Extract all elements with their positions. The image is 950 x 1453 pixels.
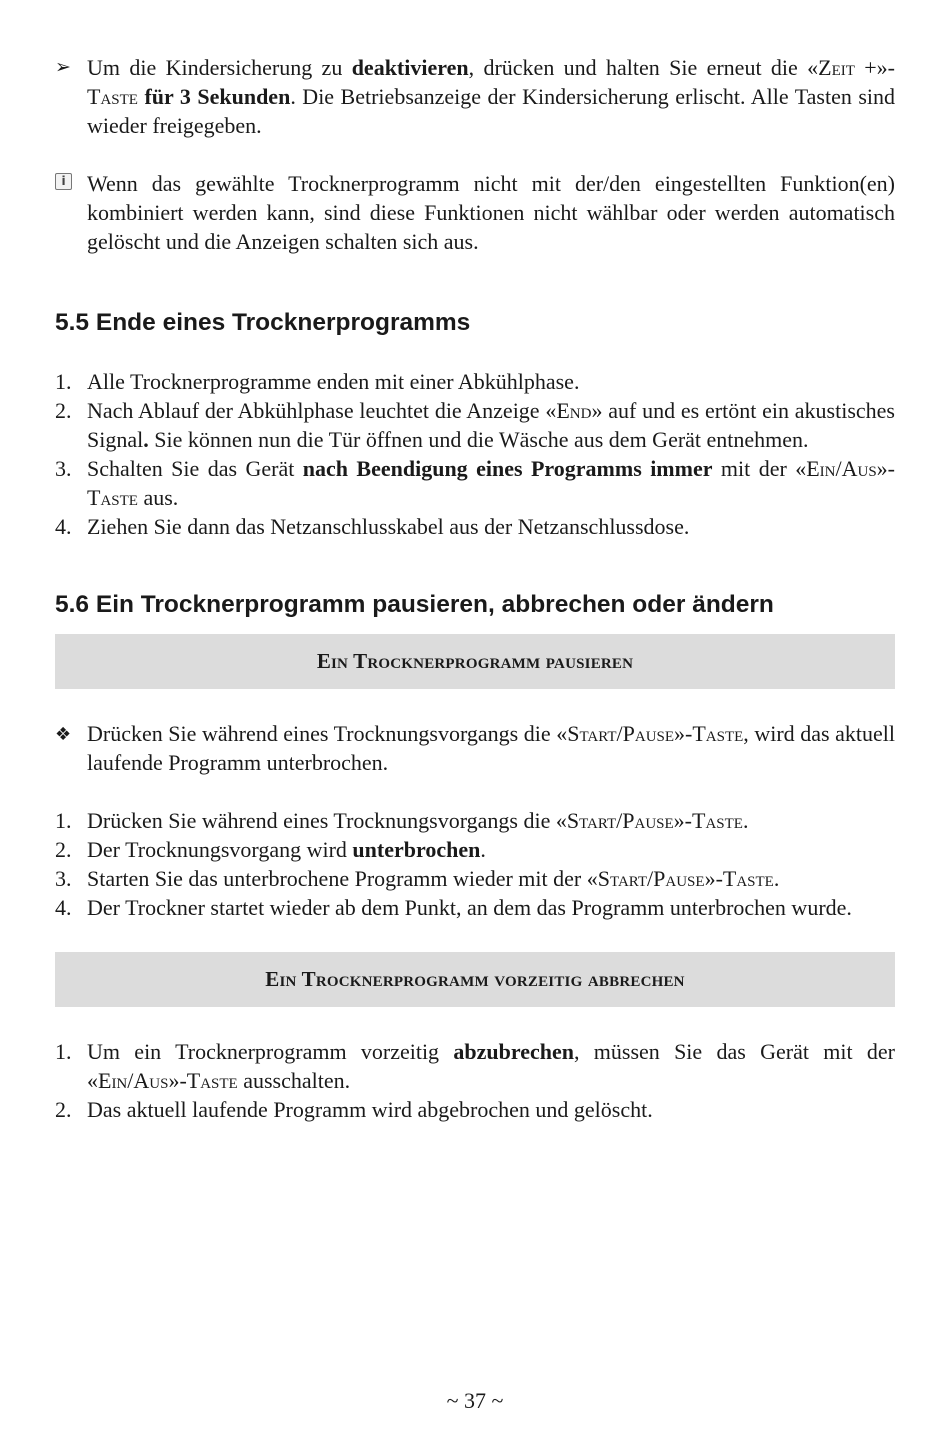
step-number: 4. bbox=[55, 514, 72, 539]
text-run: Der Trockner startet wieder ab dem Punkt, an dem das Programm unterbrochen wurde. bbox=[87, 895, 852, 920]
text-run: » auf und es ertönt ein akustisches Signal bbox=[87, 398, 895, 452]
key-name: Ein/Aus»-Taste bbox=[87, 456, 895, 510]
step-number: 2. bbox=[55, 837, 72, 862]
text-run: Starten Sie das unterbrochene Programm wieder mit der « bbox=[87, 866, 598, 891]
end-program-steps bbox=[55, 367, 895, 541]
list-item bbox=[55, 1095, 895, 1124]
text-run: Alle Trocknerprogramme enden mit einer Abkühlphase. bbox=[87, 369, 580, 394]
text-run: . bbox=[742, 808, 749, 833]
diamond-bullet-item bbox=[55, 719, 895, 777]
list-item bbox=[55, 454, 895, 512]
list-item bbox=[55, 396, 895, 454]
bold-run: . bbox=[143, 427, 149, 452]
list-item bbox=[55, 893, 895, 922]
step-number: 3. bbox=[55, 456, 72, 481]
list-item bbox=[55, 512, 895, 541]
text-run: Drücken Sie während eines Trocknungsvorgangs die « bbox=[87, 808, 567, 833]
text-run: , müssen Sie das Gerät mit der « bbox=[87, 1039, 895, 1093]
text-run: ausschalten. bbox=[237, 1068, 351, 1093]
text-run: mit der « bbox=[712, 456, 807, 481]
band-title: Ein Trocknerprogramm vorzeitig abbrechen bbox=[265, 967, 685, 991]
info-icon: i bbox=[55, 173, 72, 190]
step-number: 1. bbox=[55, 808, 72, 833]
manual-page bbox=[55, 53, 895, 1124]
text-run: Das aktuell laufende Programm wird abgebrochen und gelöscht. bbox=[87, 1097, 653, 1122]
text-run: . Die Betriebsanzeige der Kindersicherung erlischt. Alle Tasten sind wieder freigegeben. bbox=[87, 84, 896, 138]
step-number: 1. bbox=[55, 1039, 72, 1064]
step-number: 3. bbox=[55, 866, 72, 891]
text-run: . bbox=[773, 866, 780, 891]
bold-run: unterbrochen bbox=[352, 837, 481, 862]
text-run: Ziehen Sie dann das Netzanschlusskabel aus der Netzanschlussdose. bbox=[87, 514, 690, 539]
bold-run: abzubrechen bbox=[453, 1039, 574, 1064]
section-heading-5-5: 5.5 Ende eines Trocknerprogramms bbox=[55, 309, 471, 336]
key-name: Zeit +»-Taste bbox=[87, 55, 896, 109]
step-number: 2. bbox=[55, 398, 72, 423]
list-item bbox=[55, 1037, 895, 1095]
four-diamond-bullet-icon: ❖ bbox=[55, 724, 72, 745]
band-title: Ein Trocknerprogramm pausieren bbox=[316, 649, 634, 673]
list-item bbox=[55, 806, 895, 835]
text-run: aus. bbox=[137, 485, 179, 510]
text-run: Drücken Sie während eines Trocknungsvorgangs die « bbox=[87, 721, 568, 746]
text-run: Um ein Trocknerprogramm vorzeitig bbox=[87, 1039, 454, 1064]
key-name: Ein/Aus»-Taste bbox=[98, 1068, 238, 1093]
key-name: Start/Pause»-Taste bbox=[567, 721, 744, 746]
cancel-steps bbox=[55, 1037, 895, 1124]
info-note-text: Wenn das gewählte Trocknerprogramm nicht mit der/den eingestellten Funktion(en) kombiniert werden kann, sind diese Funktionen nicht wählbar oder werden automatisch gelöscht und die Anzeigen schalten sich aus. bbox=[87, 171, 895, 254]
info-note bbox=[55, 169, 895, 256]
key-name: Start/Pause»-Taste bbox=[597, 866, 774, 891]
page-number: ~ 37 ~ bbox=[446, 1388, 504, 1413]
bold-run: nach Beendigung eines Programms immer bbox=[302, 456, 713, 481]
arrow-bullet-icon: ➢ bbox=[55, 56, 71, 78]
text-run: Um die Kindersicherung zu bbox=[87, 55, 352, 80]
key-name: Start/Pause»-Taste bbox=[566, 808, 743, 833]
pause-steps bbox=[55, 806, 895, 922]
text-run: Der Trocknungsvorgang wird bbox=[87, 837, 353, 862]
list-item bbox=[55, 835, 895, 864]
subsection-band-cancel bbox=[55, 952, 895, 1007]
arrow-bullet-item bbox=[55, 53, 895, 140]
step-number: 4. bbox=[55, 895, 72, 920]
subsection-band-pause bbox=[55, 634, 895, 689]
section-heading-5-6: 5.6 Ein Trocknerprogramm pausieren, abbrechen oder ändern bbox=[55, 591, 774, 618]
text-run: Sie können nun die Tür öffnen und die Wäsche aus dem Gerät entnehmen. bbox=[148, 427, 809, 452]
list-item bbox=[55, 367, 895, 396]
text-run: , drücken und halten Sie erneut die « bbox=[468, 55, 819, 80]
step-number: 2. bbox=[55, 1097, 72, 1122]
text-run: . bbox=[480, 837, 486, 862]
text-run: , wird das aktuell laufende Programm unterbrochen. bbox=[87, 721, 895, 775]
bold-run: deaktivieren bbox=[351, 55, 469, 80]
display-name: End bbox=[556, 398, 592, 423]
text-run: Schalten Sie das Gerät bbox=[87, 456, 303, 481]
list-item bbox=[55, 864, 895, 893]
text-run: Nach Ablauf der Abkühlphase leuchtet die Anzeige « bbox=[87, 398, 557, 423]
step-number: 1. bbox=[55, 369, 72, 394]
bold-run: für 3 Sekunden bbox=[144, 84, 291, 109]
